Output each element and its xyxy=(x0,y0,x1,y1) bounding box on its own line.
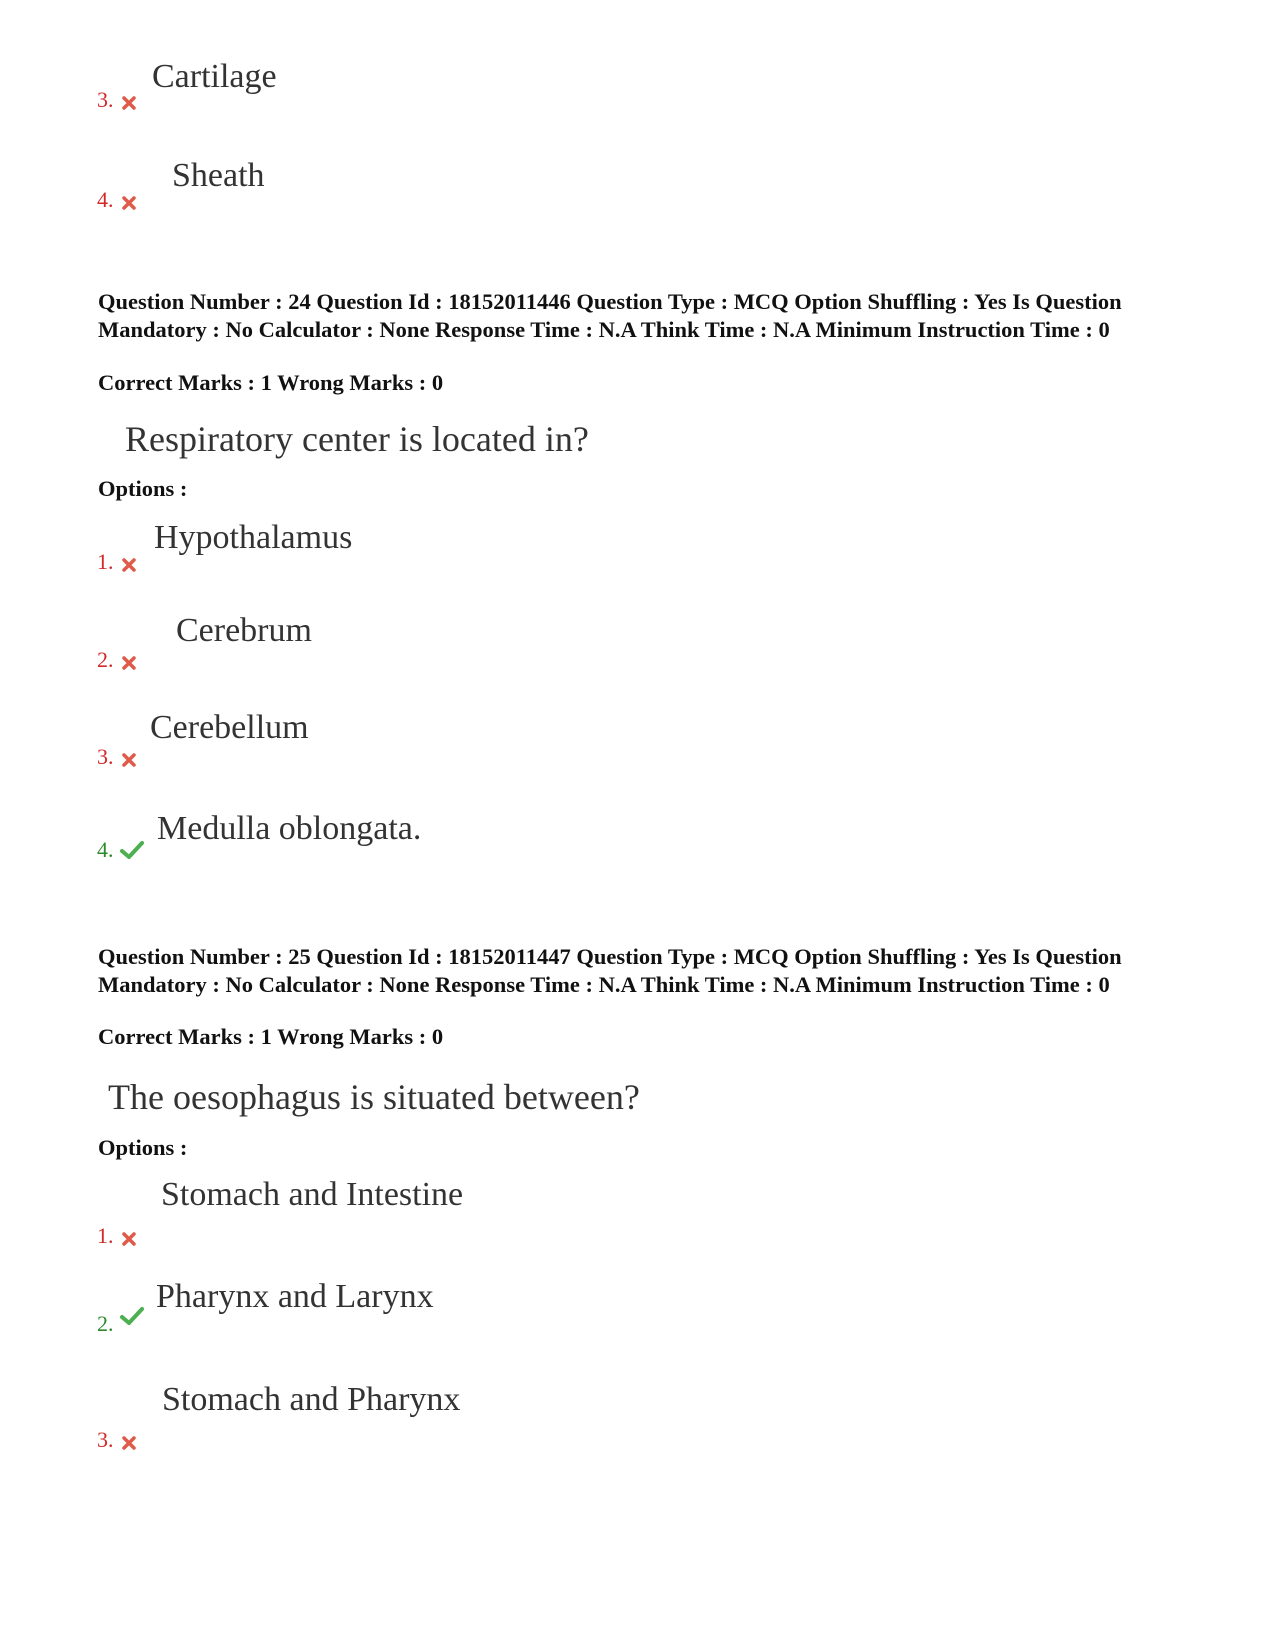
option-text: Cerebellum xyxy=(150,709,309,746)
option-text: Stomach and Intestine xyxy=(161,1176,464,1213)
question-24-meta: Question Number : 24 Question Id : 18152011446 Question Type : MCQ Option Shuffling : Yes Is Question Mandatory : No Calculator : None Response Time : N.A Think Time : N.A Minimum Instruction Time : 0 xyxy=(98,289,1122,342)
cross-icon xyxy=(122,1232,136,1246)
option-number: 2. xyxy=(97,647,114,672)
option-text: Medulla oblongata. xyxy=(157,810,422,847)
option-number: 3. xyxy=(97,87,114,112)
option-number: 1. xyxy=(97,1223,114,1248)
options-label: Options : xyxy=(98,1135,188,1160)
option-number: 4. xyxy=(97,837,114,862)
option-text: Cartilage xyxy=(152,58,277,95)
check-icon xyxy=(120,1306,144,1326)
check-icon xyxy=(120,840,144,860)
option-text: Hypothalamus xyxy=(154,519,353,556)
option-number: 4. xyxy=(97,187,114,212)
option-text: Stomach and Pharynx xyxy=(162,1381,461,1418)
option-text: Pharynx and Larynx xyxy=(156,1278,434,1315)
question-25-marks: Correct Marks : 1 Wrong Marks : 0 xyxy=(98,1024,444,1049)
question-25-meta: Question Number : 25 Question Id : 18152011447 Question Type : MCQ Option Shuffling : Yes Is Question Mandatory : No Calculator : None Response Time : N.A Think Time : N.A Minimum Instruction Time : 0 xyxy=(98,944,1122,997)
cross-icon xyxy=(122,196,136,210)
cross-icon xyxy=(122,96,136,110)
question-25-text: The oesophagus is situated between? xyxy=(108,1077,640,1117)
option-number: 2. xyxy=(97,1311,114,1336)
option-number: 3. xyxy=(97,744,114,769)
option-text: Sheath xyxy=(172,157,265,194)
option-number: 1. xyxy=(97,549,114,574)
options-label: Options : xyxy=(98,476,188,501)
cross-icon xyxy=(122,656,136,670)
cross-icon xyxy=(122,1436,136,1450)
option-text: Cerebrum xyxy=(176,612,312,649)
question-24-marks: Correct Marks : 1 Wrong Marks : 0 xyxy=(98,370,444,395)
option-number: 3. xyxy=(97,1427,114,1452)
cross-icon xyxy=(122,558,136,572)
cross-icon xyxy=(122,753,136,767)
question-24-text: Respiratory center is located in? xyxy=(125,419,589,459)
